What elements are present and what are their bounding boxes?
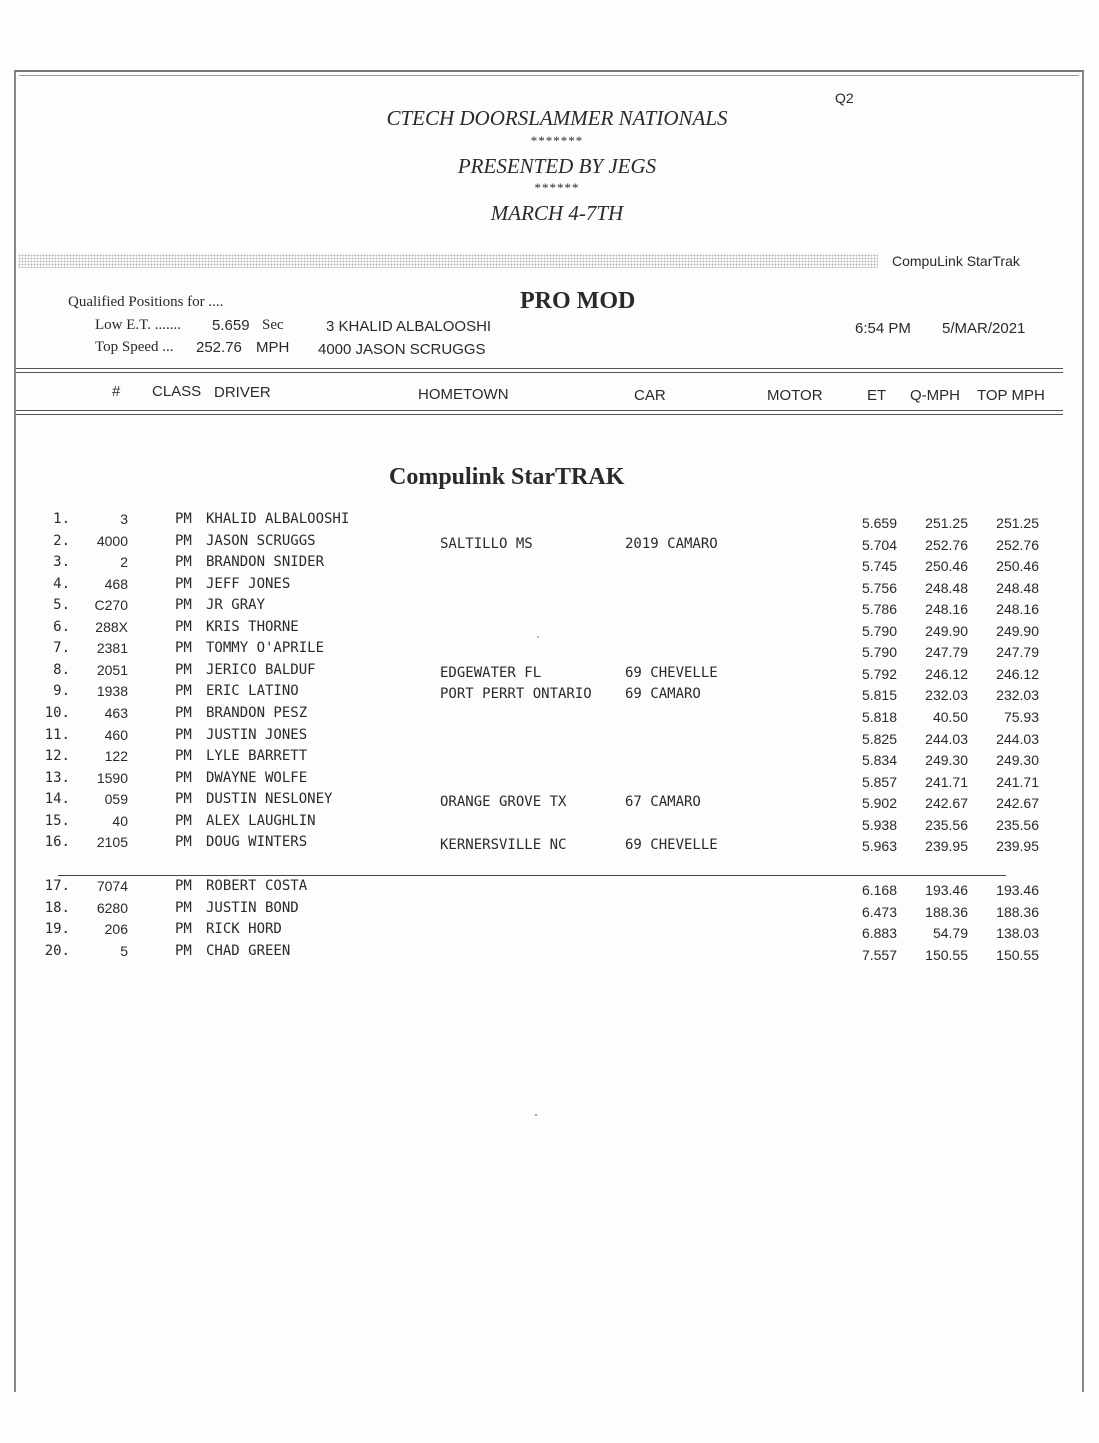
cell-qmph: 239.95: [925, 838, 968, 855]
report-date: 5/MAR/2021: [942, 320, 1026, 337]
table-row: [0, 576, 1099, 597]
cell-pos: 11.: [44, 726, 70, 743]
cell-num: 122: [104, 748, 128, 765]
cell-pos: 5.: [53, 597, 70, 614]
table-row: [0, 921, 1099, 942]
cell-num: 2381: [96, 640, 128, 657]
table-row: [0, 791, 1099, 812]
cell-driver: JASON SCRUGGS: [206, 532, 316, 549]
cell-driver: DOUG WINTERS: [206, 834, 308, 851]
cell-et: 5.659: [861, 515, 897, 531]
cell-cls: PM: [175, 812, 192, 829]
cell-cls: PM: [175, 661, 192, 678]
col-header-class: CLASS: [152, 383, 202, 400]
qualifying-cutoff-line: [58, 875, 1006, 876]
event-dates: MARCH 4-7TH: [490, 201, 624, 225]
cell-driver: BRANDON PESZ: [206, 704, 308, 721]
cell-num: C270: [94, 597, 128, 614]
col-header-motor: MOTOR: [767, 387, 823, 404]
session-label: Q2: [835, 90, 854, 106]
cell-qmph: 242.67: [925, 795, 968, 812]
col-header-et: ET: [867, 387, 887, 404]
table-row: [0, 813, 1099, 834]
cell-pos: 18.: [44, 899, 70, 916]
cell-pos: 20.: [44, 942, 70, 959]
cell-cls: PM: [175, 878, 192, 894]
cell-top: 242.67: [996, 795, 1039, 812]
cell-num: 4000: [96, 532, 128, 549]
event-title: CTECH DOORSLAMMER NATIONALS: [386, 106, 728, 130]
cell-num: 5: [120, 942, 128, 959]
cell-pos: 16.: [44, 834, 70, 851]
cell-num: 288X: [95, 618, 128, 635]
table-row: [0, 943, 1099, 964]
cell-cls: PM: [175, 942, 192, 959]
cell-et: 6.883: [861, 925, 897, 942]
cell-et: 5.815: [861, 687, 897, 704]
cell-num: 1938: [96, 683, 128, 700]
stipple-band: [18, 254, 878, 268]
cell-hometown: SALTILLO MS: [440, 535, 533, 552]
cell-qmph: 251.25: [925, 515, 968, 531]
presented-by: PRESENTED BY JEGS: [457, 154, 657, 178]
cell-driver: JERICO BALDUF: [206, 661, 316, 678]
cell-driver: TOMMY O'APRILE: [206, 640, 325, 657]
table-row: [0, 727, 1099, 748]
cell-pos: 8.: [53, 661, 70, 678]
cell-pos: 19.: [44, 921, 70, 938]
cell-pos: 13.: [44, 769, 70, 786]
cell-top: 250.46: [996, 558, 1039, 575]
section-title: Compulink StarTRAK: [389, 464, 625, 490]
cell-cls: PM: [175, 748, 192, 765]
table-row: [0, 554, 1099, 575]
cell-driver: RICK HORD: [206, 921, 282, 938]
table-row: [0, 533, 1099, 554]
cell-top: 248.48: [996, 579, 1039, 596]
cell-top: 247.79: [996, 644, 1039, 661]
cell-num: 1590: [96, 769, 128, 786]
cell-num: 059: [104, 791, 128, 808]
cell-top: 138.03: [996, 925, 1039, 942]
cell-qmph: 193.46: [925, 882, 968, 898]
cell-top: 251.25: [996, 515, 1039, 531]
cell-num: 3: [120, 511, 128, 527]
cell-cls: PM: [175, 769, 192, 786]
cell-driver: JUSTIN JONES: [206, 726, 308, 743]
cell-et: 5.756: [861, 579, 897, 596]
cell-pos: 1.: [53, 511, 70, 527]
cell-top: 241.71: [996, 773, 1039, 790]
cell-cls: PM: [175, 726, 192, 743]
cell-cls: PM: [175, 683, 192, 700]
cell-top: 244.03: [996, 730, 1039, 747]
cell-cls: PM: [175, 532, 192, 549]
cell-et: 5.902: [861, 795, 897, 812]
cell-qmph: 248.48: [925, 579, 968, 596]
cell-car: 69 CAMARO: [625, 686, 701, 703]
cell-top: 235.56: [996, 816, 1039, 833]
qualified-label: Qualified Positions for ....: [68, 294, 224, 310]
cell-hometown: ORANGE GROVE TX: [440, 794, 567, 811]
low-et-holder: 3 KHALID ALBALOOSHI: [326, 318, 492, 335]
cell-driver: CHAD GREEN: [206, 942, 291, 959]
cell-pos: 3.: [53, 554, 70, 571]
cell-top: 252.76: [996, 536, 1039, 553]
cell-cls: PM: [175, 597, 192, 614]
report-time: 6:54 PM: [855, 320, 911, 337]
cell-top: 248.16: [996, 601, 1039, 618]
cell-top: 239.95: [996, 838, 1039, 855]
cell-et: 6.473: [861, 903, 897, 920]
low-et-value: 5.659: [212, 317, 250, 334]
table-row: [0, 705, 1099, 726]
col-header-num: #: [112, 383, 121, 400]
cell-driver: JR GRAY: [206, 597, 266, 614]
col-header-driver: DRIVER: [214, 384, 271, 401]
stars-divider: *******: [530, 133, 584, 148]
cell-num: 2105: [96, 834, 128, 851]
cell-et: 5.825: [861, 730, 897, 747]
cell-pos: 15.: [44, 812, 70, 829]
cell-top: 75.93: [1003, 708, 1039, 725]
top-speed-unit: MPH: [256, 339, 290, 356]
cell-num: 7074: [96, 878, 128, 894]
cell-pos: 7.: [53, 640, 70, 657]
cell-driver: ERIC LATINO: [206, 683, 299, 700]
cell-qmph: 249.90: [925, 622, 968, 639]
cell-et: 5.963: [861, 838, 897, 855]
cell-driver: KRIS THORNE: [206, 618, 299, 635]
cell-driver: DUSTIN NESLONEY: [206, 791, 333, 808]
table-row: [0, 511, 1099, 532]
col-header-qmph: Q-MPH: [910, 387, 960, 404]
cell-pos: 9.: [53, 683, 70, 700]
cell-cls: PM: [175, 834, 192, 851]
cell-pos: 4.: [53, 575, 70, 592]
cell-cls: PM: [175, 921, 192, 938]
paper-speck: [535, 1114, 537, 1116]
cell-cls: PM: [175, 640, 192, 657]
cell-cls: PM: [175, 704, 192, 721]
cell-top: 193.46: [996, 882, 1039, 898]
paper-speck: [537, 636, 539, 638]
stars-divider: ******: [534, 180, 580, 195]
table-row: [0, 640, 1099, 661]
cell-hometown: KERNERSVILLE NC: [440, 837, 567, 854]
low-et-label: Low E.T. .......: [95, 317, 181, 333]
cell-et: 5.818: [861, 708, 897, 725]
low-et-unit: Sec: [262, 317, 284, 333]
header-rule-top: [16, 372, 1063, 373]
cell-et: 5.790: [861, 644, 897, 661]
cell-driver: JUSTIN BOND: [206, 899, 299, 916]
cell-car: 67 CAMARO: [625, 794, 701, 811]
cell-num: 206: [104, 921, 128, 938]
table-row: [0, 900, 1099, 921]
cell-cls: PM: [175, 554, 192, 571]
cell-et: 7.557: [861, 946, 897, 963]
table-row: [0, 597, 1099, 618]
cell-qmph: 247.79: [925, 644, 968, 661]
cell-driver: KHALID ALBALOOSHI: [206, 511, 350, 527]
cell-pos: 17.: [44, 878, 70, 894]
cell-cls: PM: [175, 575, 192, 592]
top-speed-holder: 4000 JASON SCRUGGS: [318, 341, 486, 358]
cell-num: 2051: [96, 661, 128, 678]
cell-et: 5.786: [861, 601, 897, 618]
header-rule-bottom: [16, 414, 1063, 415]
cell-qmph: 248.16: [925, 601, 968, 618]
cell-num: 460: [104, 726, 128, 743]
cell-num: 2: [120, 554, 128, 571]
table-row: [0, 834, 1099, 855]
cell-cls: PM: [175, 618, 192, 635]
table-row: [0, 662, 1099, 683]
cell-qmph: 249.30: [925, 752, 968, 769]
col-header-topmph: TOP MPH: [977, 387, 1045, 404]
cell-top: 249.30: [996, 752, 1039, 769]
top-speed-value: 252.76: [196, 339, 242, 356]
cell-qmph: 235.56: [925, 816, 968, 833]
cell-qmph: 188.36: [925, 903, 968, 920]
cell-et: 5.790: [861, 622, 897, 639]
cell-car: 69 CHEVELLE: [625, 837, 718, 854]
cell-qmph: 250.46: [925, 558, 968, 575]
cell-pos: 12.: [44, 748, 70, 765]
cell-num: 40: [112, 812, 128, 829]
cell-driver: LYLE BARRETT: [206, 748, 308, 765]
cell-qmph: 241.71: [925, 773, 968, 790]
header-rule-bottom: [16, 410, 1063, 411]
cell-driver: ALEX LAUGHLIN: [206, 812, 316, 829]
cell-hometown: PORT PERRT ONTARIO: [440, 686, 592, 703]
cell-qmph: 150.55: [925, 946, 968, 963]
table-row: [0, 748, 1099, 769]
cell-top: 232.03: [996, 687, 1039, 704]
cell-qmph: 244.03: [925, 730, 968, 747]
cell-car: 69 CHEVELLE: [625, 664, 718, 681]
table-row: [0, 878, 1099, 899]
cell-pos: 10.: [44, 704, 70, 721]
table-row: [0, 683, 1099, 704]
cell-cls: PM: [175, 791, 192, 808]
cell-top: 188.36: [996, 903, 1039, 920]
table-row: [0, 619, 1099, 640]
cell-qmph: 232.03: [925, 687, 968, 704]
cell-et: 5.857: [861, 773, 897, 790]
cell-driver: DWAYNE WOLFE: [206, 769, 308, 786]
cell-et: 5.938: [861, 816, 897, 833]
cell-pos: 6.: [53, 618, 70, 635]
col-header-hometown: HOMETOWN: [418, 386, 509, 403]
cell-hometown: EDGEWATER FL: [440, 664, 542, 681]
cell-et: 5.834: [861, 752, 897, 769]
cell-num: 6280: [96, 899, 128, 916]
cell-et: 5.792: [861, 665, 897, 682]
cell-cls: PM: [175, 511, 192, 527]
cell-qmph: 40.50: [932, 708, 968, 725]
cell-driver: ROBERT COSTA: [206, 878, 308, 894]
cell-cls: PM: [175, 899, 192, 916]
cell-pos: 14.: [44, 791, 70, 808]
cell-top: 249.90: [996, 622, 1039, 639]
cell-et: 6.168: [861, 882, 897, 898]
cell-num: 463: [104, 704, 128, 721]
cell-num: 468: [104, 575, 128, 592]
cell-car: 2019 CAMARO: [625, 535, 718, 552]
cell-top: 150.55: [996, 946, 1039, 963]
cell-qmph: 252.76: [925, 536, 968, 553]
cell-qmph: 54.79: [932, 925, 968, 942]
cell-driver: BRANDON SNIDER: [206, 554, 325, 571]
cell-qmph: 246.12: [925, 665, 968, 682]
table-row: [0, 770, 1099, 791]
cell-top: 246.12: [996, 665, 1039, 682]
class-title: PRO MOD: [520, 288, 636, 314]
brand-label: CompuLink StarTrak: [892, 253, 1020, 269]
header-rule-top: [16, 368, 1063, 369]
col-header-car: CAR: [634, 387, 666, 404]
cell-et: 5.704: [861, 536, 897, 553]
cell-pos: 2.: [53, 532, 70, 549]
cell-et: 5.745: [861, 558, 897, 575]
cell-driver: JEFF JONES: [206, 575, 291, 592]
top-speed-label: Top Speed ...: [95, 339, 174, 355]
